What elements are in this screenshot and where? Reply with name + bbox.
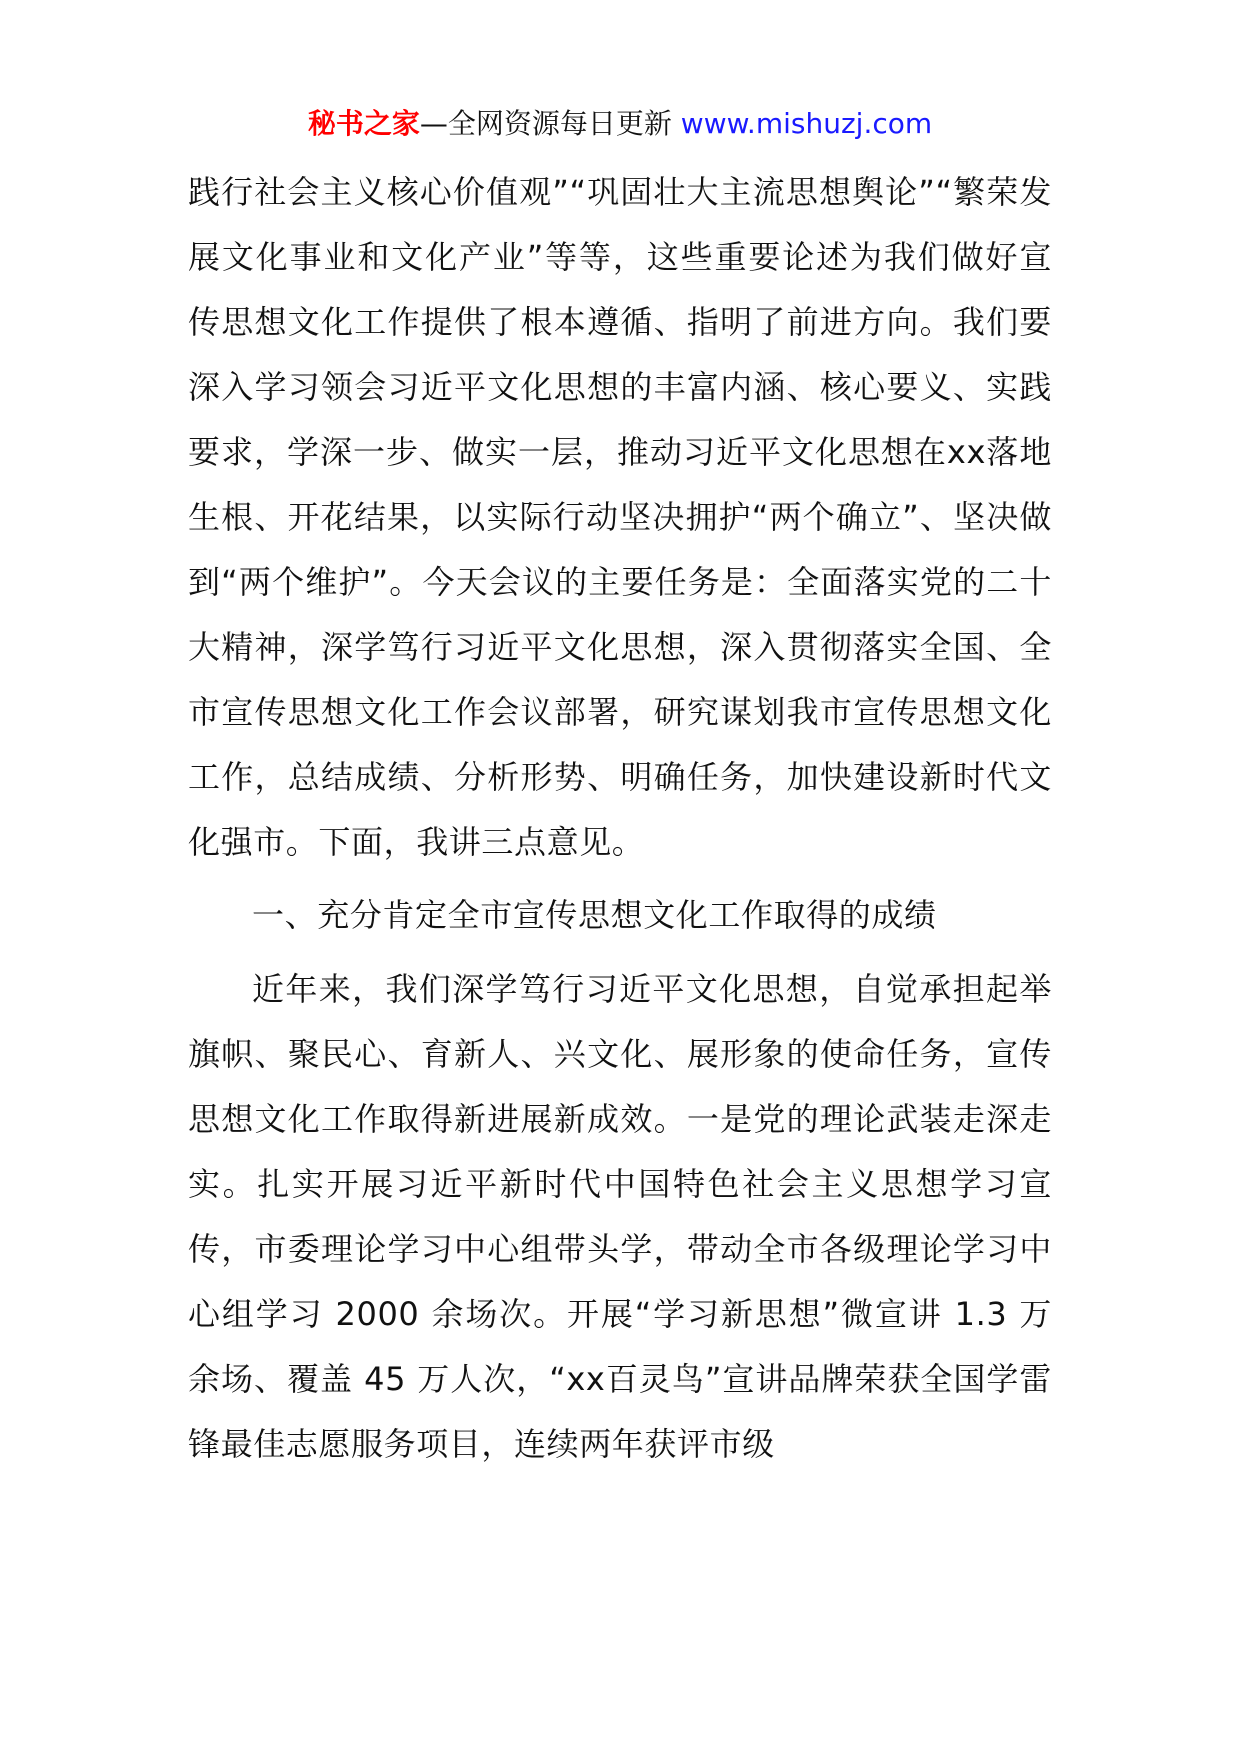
paragraph-continued: 践行社会主义核心价值观”“巩固壮大主流思想舆论”“繁荣发展文化事业和文化产业”等等，这些重要论述为我们做好宣传思想文化工作提供了根本遵循、指明了前进方向。我们要深入学习领会习近平文化思想的丰富内涵、核心要义、实践要求，学深一步、做实一层，推动习近平文化思想在xx落地生根、开花结果，以实际行动坚决拥护“两个确立”、坚决做到“两个维护”。今天会议的主要任务是：全面落实党的二十大精神，深学笃行习近平文化思想，深入贯彻落实全国、全市宣传思想文化工作会议部署，研究谋划我市宣传思想文化工作，总结成绩、分析形势、明确任务，加快建设新时代文化强市。下面，我讲三点意见。 <box>188 173 1052 861</box>
header-brand: 秘书之家 <box>307 107 420 140</box>
page-header <box>0 104 1240 144</box>
header-tagline: —全网资源每日更新 <box>419 107 672 140</box>
section-heading: 一、充分肯定全市宣传思想文化工作取得的成绩 <box>252 896 937 934</box>
header-url-link[interactable]: www.mishuzj.com <box>680 107 933 140</box>
paragraph-achievements: 近年来，我们深学笃行习近平文化思想，自觉承担起举旗帜、聚民心、育新人、兴文化、展形象的使命任务，宣传思想文化工作取得新进展新成效。一是党的理论武装走深走实。扎实开展习近平新时代中国特色社会主义思想学习宣传，市委理论学习中心组带头学，带动全市各级理论学习中心组学习 2000 余场次。开展“学习新思想”微宣讲 1.3 万余场、覆盖 45 万人次，“xx百灵鸟”宣讲品牌荣获全国学雷锋最佳志愿服务项目，连续两年获评市级 <box>188 970 1052 1463</box>
document-body <box>188 160 1052 1477</box>
